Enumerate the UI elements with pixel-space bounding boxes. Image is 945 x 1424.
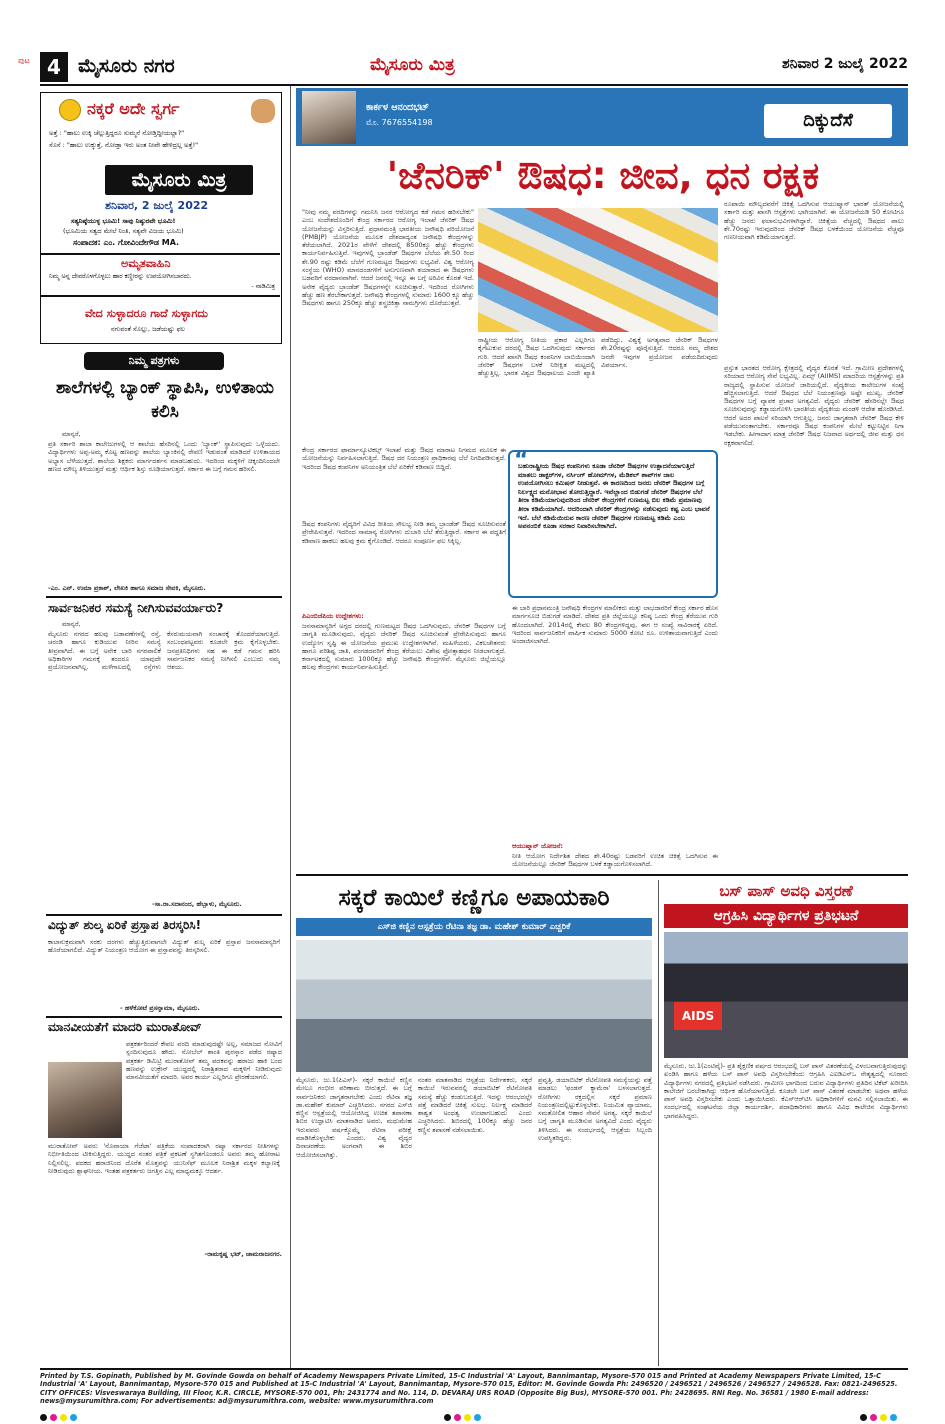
section-name: ಮೈಸೂರು ನಗರ (78, 55, 175, 77)
page-label: ಪುಟ (18, 56, 30, 65)
article-body-7: ಪ್ರಸ್ತುತ ಭಾರತದ ಆರೋಗ್ಯ ಕ್ಷೇತ್ರದಲ್ಲಿ ವೈದ್ಯರ ಕೊರತೆ ಇದೆ. ಗ್ರಾಮೀಣ ಪ್ರದೇಶಗಳಲ್ಲಿ ಸರಿಯಾದ ಆರೋಗ್ಯ ಸೇವೆ ಲಭ್ಯವಿಲ್ಲ. ಏಮ್ಸ್ (AIIMS) ಮಾದರಿಯ ಆಸ್ಪತ್ರೆಗಳನ್ನು ಪ್ರತಿ ರಾಜ್ಯದಲ್ಲಿ ಸ್ಥಾಪಿಸುವ ಯೋಜನೆ ಜಾರಿಯಲ್ಲಿದೆ. ವೈದ್ಯಕೀಯ ಕಾಲೇಜುಗಳ ಸಂಖ್ಯೆ ಹೆಚ್ಚಿಸಲಾಗುತ್ತಿದೆ. ಆದರೆ ಔಷಧದ ಬೆಲೆ ನಿಯಂತ್ರಣವೂ ಅಷ್ಟೇ ಮುಖ್ಯ. ಜೆನರಿಕ್ ಔಷಧಗಳ ಬಗ್ಗೆ ವ್ಯಾಪಕ ಪ್ರಚಾರ ಅಗತ್ಯವಿದೆ. ವೈದ್ಯರು ಜೆನರಿಕ್ ಹೆಸರಿನಲ್ಲೇ ಔಷಧ ಸೂಚಿಸುವುದನ್ನು ಕಡ್ಡಾಯಗೊಳಿಸಿ ಭಾರತೀಯ ವೈದ್ಯಕೀಯ ಮಂಡಳಿ ಆದೇಶ ಹೊರಡಿಸಿದೆ. ಆದರೆ ಅದರ ಪಾಲನೆ ಸರಿಯಾಗಿ ಆಗುತ್ತಿಲ್ಲ. ಜನರು ಜಾಗೃತರಾಗಿ ಜೆನರಿಕ್ ಔಷಧ ಕೇಳಿ ಪಡೆಯುವಂತಾಗಬೇಕು. ಸರ್ಕಾರವೂ ಔಷಧ ಕಂಪನಿಗಳ ಮೇಲೆ ಕಟ್ಟುನಿಟ್ಟಿನ ನಿಗಾ ಇಡಬೇಕು. ಹೀಗಾದಾಗ ಮಾತ್ರ ಜೆನರಿಕ್ ಔಷಧ ನಿಜವಾದ ಅರ್ಥದಲ್ಲಿ ಜೀವ ಮತ್ತು ಧನ ರಕ್ಷಕವಾಗಲಿದೆ. (724, 364, 904, 447)
reg-dot (860, 1414, 867, 1421)
reg-dot (444, 1414, 451, 1421)
letter-2-salute: ಮಾನ್ಯರೆ, (62, 620, 81, 628)
cartoon-icon (251, 99, 275, 123)
amrita-text: ನಿಮ್ಮ ಅನ್ನ ದೇವರೊಳಗೊಳ್ಳಲು ಹಾರ ಕಣ್ಣೀರನ್ನು ಉಪಯೋಗಿಸಬಾರದು. (49, 273, 192, 280)
letter-1-title: ಶಾಲೆಗಳಲ್ಲಿ ಬ್ಯಾಂಕ್ ಸ್ಥಾಪಿಸಿ, ಉಳಿತಾಯ ಕಲಿಸಿ (55, 378, 275, 422)
page-number: 4 (40, 52, 68, 82)
health-col-3: ಪ್ರವೃತ್ತಿ. ಡಯಾಬಿಟಿಕ್ ರೆಟಿನೋಪತಿ ಸಮಸ್ಯೆಯನ್ನು ಪತ್ತೆ ಮಾಡಲು 'ಫಂಡಸ್ ಕ್ಯಾಮೆರಾ' ಬಳಸಲಾಗುತ್ತದೆ. ರೋಗಿಗಳು ರಕ್ತದಲ್ಲಿನ ಸಕ್ಕರೆ ಪ್ರಮಾಣ ನಿಯಂತ್ರಣದಲ್ಲಿಟ್ಟುಕೊಳ್ಳಬೇಕು. ನಿಯಮಿತ ವ್ಯಾಯಾಮ, ಸಮತೋಲಿತ ಆಹಾರ ಸೇವನೆ ಅಗತ್ಯ. ಸಕ್ಕರೆ ಕಾಯಿಲೆ ಬಗ್ಗೆ ಜಾಗೃತಿ ಮೂಡಿಸುವ ಅಗತ್ಯವಿದೆ ಎಂದು ವೈದ್ಯರು ತಿಳಿಸಿದರು. ಈ ಸಂದರ್ಭದಲ್ಲಿ ಆಸ್ಪತ್ರೆಯ ಸಿಬ್ಬಂದಿ ಉಪಸ್ಥಿತರಿದ್ದರು. (538, 1076, 652, 1143)
protest-headline-1: ಬಸ್ ಪಾಸ್ ಅವಧಿ ವಿಸ್ತರಣೆ (719, 882, 853, 900)
reg-dot (454, 1414, 461, 1421)
joke-line: ಅತ್ತೆ : "ಹಾಲು ಉಕ್ಕಿ ಚೆಲ್ಲುತ್ತಿದ್ದರೂ ಸುಮ್ಮನೆ ನೋಡ್ತಿದ್ದೀಯಲ್ಲಾ?" (49, 129, 185, 137)
subhead-ayushman: ಆಯುಷ್ಮಾನ್ ಯೋಜನೆ: (512, 842, 563, 850)
reg-dot (880, 1414, 887, 1421)
column-rule (290, 86, 291, 1370)
placard (674, 1002, 722, 1030)
registration-marks (860, 1406, 920, 1424)
letter-4-byline: -ರಾಮಕೃಷ್ಣ ಭಟ್, ಚಾಮರಾಜನಗರ. (204, 1250, 282, 1258)
amrita-title: ಅಮೃತವಾಹಿನಿ (121, 257, 171, 270)
quote-text: ಬಹುರಾಷ್ಟ್ರೀಯ ಔಷಧ ಕಂಪನಿಗಳು ಕೂಡಾ ಜೆನರಿಕ್ ಔಷಧಗಳ ಉತ್ಪಾದನೆಯಾಗುತ್ತಿದೆ ಮಾತಲು ಡಾಕ್ಟರ್‌ಗಳ, ನರ್ಸಿಂಗ್ ಹೋಮ್‌ಗಳ, ಮೆಡಿಕಲ್ ಶಾಪ್‌ಗಳ ಜಾಲ ಉಪಯೋಗಿಸಲು ಕಮಿಷನ್ ನೀಡುತ್ತವೆ. ಈ ಕಾರಣದಿಂದ ಜನರು ಜೆನರಿಕ್ ಔಷಧಗಳ ಬಗ್ಗೆ ನಿರ್ಲಕ್ಷ್ಯದ ಮನೋಭಾವ ತೋರುತ್ತಿದ್ದಾರೆ. ಇವೆಲ್ಲಾಂದ ಬಿಡುಗಡೆ ಜೆನರಿಕ್ ಔಷಧಗಳ ಬೆಲೆ ತೀರಾ ಕಡಿಮೆಯಾಗುವುದರಿಂದ ಜೆನರಿಕ್ ಕೇಂದ್ರಗಳಿಗೆ ಗುಣಮಟ್ಟ ಬಿಲ ಕಡಿಮೆ ಪ್ರಮಾಣವು ತೀರಾ ಕಡಿಮೆಯಾಗಿದೆ. ಆದರಿಂದಾಗಿ ಜೆನರಿಕ್ ಕೇಂದ್ರಗಳನ್ನು ನಡೆಸುವುದು ಕಷ್ಟ ಎಂಬ ಭಾವನೆ ಇದೆ. ಬೆಲೆ ಕಡಿಮೆಯಿರುವ ಕಾರಣ ಜೆನರಿಕ್ ಔಷಧಗಳ ಗುಣಮಟ್ಟ ಕಡಿಮೆ ಎಂಬ ಅಪನಂಬಿಕೆ ಕೂಡಾ ಸರಕಾರ ನಿವಾರಿಸಬೇಕಾಗಿದೆ. (518, 462, 710, 531)
imprint: Printed by T.S. Gopinath, Published by M. Govinde Gowda on behalf of Academy Newspapers Private Limited, 15-C Industrial 'A' Layout, Bannimantap, Mysore-570 015 and Printed at Academy Newspapers Private Limited, 15-C Industrial 'A' Layout, Bannimantap, Mysore-570 015 and Published at 15-C Industrial 'A' Layout, Bannimantap, Mysore-570 015, Editor: M. Govinde Gowda Ph: 2496520 / 2496521 / 2496526 / 2496527 / 2496528. Fax: 0821-2496525. CITY OFFICES: Visveswaraya Building, III Floor, K.R. CIRCLE, MYSORE-570 001, Ph: 2431774 and No. 114, D. DEVARAJ URS ROAD (Opposite Big Bus), MYSORE-570 001. Ph: 2428695. RNI Reg. No. 36581 / 1980 E-mail address: news@mysurumithra.com; For advertisements: ad@mysurumithra.com, website: www.mysurumithra.com (40, 1372, 898, 1406)
reg-dot (474, 1414, 481, 1421)
pills-photo (478, 208, 718, 332)
letter-4-body: ಪತ್ರಕರ್ತರಿಂದರೆ ಕೇವಲ ವರದಿ ಮಾಡುವುದಷ್ಟೇ ಅಲ್ಲ, ಸಮಾಜದ ನೋವಿಗೆ ಸ್ಪಂದಿಸುವುದೂ ಹೌದು. ನೋಬೆಲ್ ಶಾಂತಿ ಪುರಸ್ಕಾರ ಪಡೆದ ರಷ್ಯಾದ ಪತ್ರಕರ್ತ ಡಿಮಿಟ್ರಿ ಮುರಾತೋವ್ ತಮ್ಮ ಪದಕವನ್ನು ಹರಾಜು ಹಾಕಿ ಬಂದ ಹಣವನ್ನು ಉಕ್ರೇನ್ ಯುದ್ಧದಲ್ಲಿ ನಿರಾಶ್ರಿತರಾದ ಮಕ್ಕಳಿಗೆ ನೀಡಿರುವುದು ಮಾನವೀಯತೆಗೆ ಮಾದರಿ. ಅವರ ಕಾರ್ಯ ಎಲ್ಲರಿಗೂ ಪ್ರೇರಣೆಯಾಗಲಿ. (126, 1040, 282, 1082)
footer-rule (40, 1368, 908, 1370)
motto: ಸತ್ಯನಿಷ್ಠೆಯುಳ್ಳ ಭೂಮಿ! ಸಾವು ನಿಷ್ಠುರವೇ ಭೂಮಿ! (71, 217, 176, 225)
section-tag: ದಿಕ್ಕುದೆಸೆ (764, 104, 892, 138)
reg-dot (40, 1414, 47, 1421)
placard-text: AIDS (681, 1009, 715, 1023)
divider (46, 914, 282, 916)
divider (46, 1016, 282, 1018)
article-body-5: ನೀತಿ ಆಯೋಗ ನಿರ್ದೇಶಿತ ದೇಶದ ಶೇ.40ರಷ್ಟು ಬಡವರಿಗೆ ಉಚಿತ ಚಿಕಿತ್ಸೆ ಒದಗಿಸುವ ಈ ಯೋಜನೆಯಲ್ಲೂ ಜೆನರಿಕ್ ಔಷಧಗಳ ಬಳಕೆ ಕಡ್ಡಾಯಗೊಳಿಸಲಾಗಿದೆ. (512, 852, 718, 869)
letter-2-body: ಮೈಸೂರು ನಗರದ ಹಲವು ಬಡಾವಣೆಗಳಲ್ಲಿ ರಸ್ತೆ, ಚರಂಡಿ ಹಾಗೂ ಕುಡಿಯುವ ನೀರಿನ ಸಮಸ್ಯೆ ತೀವ್ರವಾಗಿದೆ. ಈ ಬಗ್ಗೆ ಅನೇಕ ಬಾರಿ ನಗರಪಾಲಿಕೆ ಅಧಿಕಾರಿಗಳ ಗಮನಕ್ಕೆ ತಂದರೂ ಯಾವುದೇ ಪ್ರಯೋಜನವಾಗಿಲ್ಲ. ಮಳೆಗಾಲದಲ್ಲಿ ರಸ್ತೆಗಳು ಕೆಸರುಮಯವಾಗಿ ಸಂಚಾರಕ್ಕೆ ತೊಂದರೆಯಾಗುತ್ತಿದೆ. ಸಂಬಂಧಪಟ್ಟವರು ಕೂಡಲೇ ಕ್ರಮ ಕೈಗೊಳ್ಳಬೇಕು. ಜನಪ್ರತಿನಿಧಿಗಳು ಸಹ ಈ ಕಡೆ ಗಮನ ಹರಿಸಿ ಸಾರ್ವಜನಿಕರ ಸಮಸ್ಯೆ ನೀಗಿಸಲಿ ಎಂಬುದು ನಮ್ಮ ಆಶಯ. (48, 630, 280, 672)
letter-1-byline: -ಎಂ. ಎನ್. ಉಮಾ ಪ್ರಕಾಶ್, ಲೇಖಕಿ ಹಾಗೂ ಸಮಾಜ ಸೇವಕಿ, ಮೈಸೂರು. (48, 584, 206, 592)
letter-2-title: ಸಾರ್ವಜನಿಕರ ಸಮಸ್ಯೆ ನೀಗಿಸುವವರ್ಯಾರು? (48, 600, 224, 615)
health-col-1: ಮೈಸೂರು, ಜು.1(ಪಿಎಸ್)- ಸಕ್ಕರೆ ಕಾಯಿಲೆ ಕಣ್ಣಿನ ಮೇಲೂ ಗಂಭೀರ ಪರಿಣಾಮ ಬೀರುತ್ತದೆ. ಈ ಬಗ್ಗೆ ಸಾರ್ವಜನಿಕರು ಜಾಗೃತರಾಗಬೇಕು ಎಂದು ರೆಟಿನಾ ತಜ್ಞ ಡಾ.ಮಹೇಶ್ ಕುಮಾರ್ ಎಚ್ಚರಿಸಿದರು. ನಗರದ ಎಸ್‌ಜಿ ಕಣ್ಣಿನ ಆಸ್ಪತ್ರೆಯಲ್ಲಿ ಆಯೋಜಿಸಿದ್ದ ಉಚಿತ ತಪಾಸಣಾ ಶಿಬಿರ ಉದ್ಘಾಟಿಸಿ ಮಾತನಾಡಿದ ಅವರು, ಮಧುಮೇಹ ಇರುವವರು ವರ್ಷಕ್ಕೊಮ್ಮೆ ರೆಟಿನಾ ಪರೀಕ್ಷೆ ಮಾಡಿಸಿಕೊಳ್ಳಬೇಕು ಎಂದರು. ವಿಶ್ವ ವೈದ್ಯರ ದಿನಾಚರಣೆಯ ಅಂಗವಾಗಿ ಈ ಶಿಬಿರ ಆಯೋಜಿಸಲಾಗಿತ್ತು. (296, 1076, 412, 1159)
veda-title: ವೇದ ಸುಳ್ಳಾದರೂ ಗಾದೆ ಸುಳ್ಳಾಗದು (85, 307, 208, 320)
column-rule (658, 880, 659, 1366)
letter-4-title: ಮಾನವೀಯತೆಗೆ ಮಾದರಿ ಮುರಾತೋವ್ (48, 1020, 202, 1034)
editor-line: ಸಂಪಾದಕ: ಎಂ. ಗೋವಿಂದೇಗೌಡ MA. (73, 238, 180, 247)
health-subhead: ಎಸ್‌ಜಿ ಕಣ್ಣಿನ ಆಸ್ಪತ್ರೆಯ ರೆಟಿನಾ ತಜ್ಞ ಡಾ. ಮಹೇಶ್ ಕುಮಾರ್ ಎಚ್ಚರಿಕೆ (296, 918, 652, 936)
article-body-3: ಜನಸಾಮಾನ್ಯರಿಗೆ ಅಗ್ಗದ ದರದಲ್ಲಿ ಗುಣಮಟ್ಟದ ಔಷಧ ಒದಗಿಸುವುದು, ಜೆನರಿಕ್ ಔಷಧಗಳ ಬಗ್ಗೆ ಜಾಗೃತಿ ಮೂಡಿಸುವುದು, ವೈದ್ಯರು ಜೆನರಿಕ್ ಔಷಧ ಸೂಚಿಸುವಂತೆ ಪ್ರೇರೇಪಿಸುವುದು ಹಾಗೂ ಉದ್ಯೋಗ ಸೃಷ್ಟಿ ಈ ಯೋಜನೆಯ ಪ್ರಮುಖ ಉದ್ದೇಶಗಳಾಗಿವೆ. ಮಹಿಳೆಯರು, ವಿಕಲಚೇತನರು ಹಾಗೂ ಪರಿಶಿಷ್ಟ ಜಾತಿ, ಪಂಗಡದವರಿಗೆ ಕೇಂದ್ರ ತೆರೆಯಲು ವಿಶೇಷ ಪ್ರೋತ್ಸಾಹಧನ ನೀಡಲಾಗುತ್ತದೆ. ಕರ್ನಾಟಕದಲ್ಲಿ ಸುಮಾರು 1000ಕ್ಕೂ ಹೆಚ್ಚು ಜನೌಷಧಿ ಕೇಂದ್ರಗಳಿವೆ. ಮೈಸೂರು ಜಿಲ್ಲೆಯಲ್ಲೂ ಹಲವು ಕೇಂದ್ರಗಳು ಕಾರ್ಯನಿರ್ವಹಿಸುತ್ತಿವೆ. (302, 622, 506, 672)
author-name: ಕಾರ್ಕಳ ಆನಂದಭಟ್ (366, 102, 429, 113)
amrita-byline: - ನಾಡಿಮಿತ್ರ (251, 283, 275, 290)
subhead-objectives: ಪಿಎಂಬಿಜೆಪಿಯ ಉದ್ದೇಶಗಳು: (302, 612, 364, 620)
protest-body: ಮೈಸೂರು, ಜು.1(ಎಂಟಿವೈ)- ಪ್ರತಿ ಶೈಕ್ಷಣಿಕ ವರ್ಷದ ಆರಂಭದಲ್ಲಿ ಬಸ್ ಪಾಸ್ ವಿತರಣೆಯಲ್ಲಿ ವಿಳಂಬವಾಗುತ್ತಿರುವುದನ್ನು ಖಂಡಿಸಿ ಹಾಗೂ ಹಳೆಯ ಬಸ್ ಪಾಸ್ ಅವಧಿ ವಿಸ್ತರಿಸಬೇಕೆಂದು ಆಗ್ರಹಿಸಿ ಎಐಡಿಎಸ್‌ಒ ನೇತೃತ್ವದಲ್ಲಿ ನೂರಾರು ವಿದ್ಯಾರ್ಥಿಗಳು ನಗರದಲ್ಲಿ ಪ್ರತಿಭಟನೆ ನಡೆಸಿದರು. ಗ್ರಾಮೀಣ ಭಾಗದಿಂದ ಬರುವ ವಿದ್ಯಾರ್ಥಿಗಳು ಪ್ರತಿದಿನ ಟಿಕೆಟ್ ಖರೀದಿಸಿ ಕಾಲೇಜಿಗೆ ಬರಬೇಕಾಗಿದ್ದು ಆರ್ಥಿಕ ಹೊರೆಯಾಗುತ್ತಿದೆ. ಕೂಡಲೇ ಬಸ್ ಪಾಸ್ ವಿತರಣೆ ಮಾಡಬೇಕು ಅಥವಾ ಹಳೆಯ ಪಾಸ್ ಅವಧಿ ವಿಸ್ತರಿಸಬೇಕು ಎಂದು ಒತ್ತಾಯಿಸಿದರು. ಕೆಎಸ್‌ಆರ್‌ಟಿಸಿ ಅಧಿಕಾರಿಗಳಿಗೆ ಮನವಿ ಸಲ್ಲಿಸಲಾಯಿತು. ಈ ಸಂದರ್ಭದಲ್ಲಿ ಸಂಘಟನೆಯ ಜಿಲ್ಲಾ ಕಾರ್ಯದರ್ಶಿ, ಪದಾಧಿಕಾರಿಗಳು ಹಾಗೂ ವಿವಿಧ ಕಾಲೇಜಿನ ವಿದ್ಯಾರ್ಥಿಗಳು ಭಾಗವಹಿಸಿದ್ದರು. (664, 1062, 908, 1120)
divider (46, 596, 282, 598)
article-body-1b: ಕೇಂದ್ರ ಸರ್ಕಾರದ ಫಾರ್ಮಾಸ್ಯೂಟಿಕಲ್ಸ್ ಇಲಾಖೆ ಮತ್ತು ಔಷಧ ಮಾರಾಟ ನಿಗಮದ ಮೂಲಕ ಈ ಯೋಜನೆಯನ್ನು ನಿರ್ವಹಿಸಲಾಗುತ್ತಿದೆ. ಔಷಧ ದರ ನಿಯಂತ್ರಣ ಪ್ರಾಧಿಕಾರವು ಬೆಲೆ ನಿಗದಿಪಡಿಸುತ್ತದೆ. ಇದರಿಂದ ಔಷಧ ಕಂಪನಿಗಳ ಅನಿಯಂತ್ರಿತ ಬೆಲೆ ಏರಿಕೆಗೆ ಕಡಿವಾಣ ಬಿದ್ದಿದೆ. (302, 446, 506, 471)
masthead-rule (40, 84, 908, 86)
issue-date: ಶನಿವಾರ 2 ಜುಲೈ 2022 (782, 56, 908, 72)
letter-3-body: ಕಾಲಾನುಕ್ರಮವಾಗಿ ಸರಕು ದರಗಳು ಹೆಚ್ಚುತ್ತಿರುವಾಗಲೇ ವಿದ್ಯುತ್ ಶುಲ್ಕ ಏರಿಕೆ ಪ್ರಸ್ತಾಪ ಜನಸಾಮಾನ್ಯರಿಗೆ ಹೊರೆಯಾಗಲಿದೆ. ವಿದ್ಯುತ್ ನಿಯಂತ್ರಣ ಆಯೋಗ ಈ ಪ್ರಸ್ತಾಪವನ್ನು ತಿರಸ್ಕರಿಸಲಿ. (48, 938, 280, 955)
registration-marks (444, 1406, 504, 1424)
letter-2-byline: -ಸಾ.ರಾ.ಸದಾನಂದ, ಹೆಬ್ಬಾಳು, ಮೈಸೂರು. (152, 900, 242, 908)
health-headline: ಸಕ್ಕರೆ ಕಾಯಿಲೆ ಕಣ್ಣಿಗೂ ಅಪಾಯಕಾರಿ (338, 885, 610, 911)
brand-date: ಶನಿವಾರ, 2 ಜುಲೈ 2022 (105, 199, 209, 212)
letter-3-title: ವಿದ್ಯುತ್ ಶುಲ್ಕ ಏರಿಕೆ ಪ್ರಸ್ತಾಪ ತಿರಸ್ಕರಿಸಿ! (48, 918, 202, 932)
reg-dot (50, 1414, 57, 1421)
article-body-2: ರಾಷ್ಟ್ರೀಯ ಆರೋಗ್ಯ ನೀತಿಯ ಪ್ರಕಾರ ಎಲ್ಲರಿಗೂ ಕೈಗೆಟುಕುವ ದರದಲ್ಲಿ ಔಷಧ ಒದಗಿಸುವುದು ಸರ್ಕಾರದ ಗುರಿ. ಆದರೆ ಖಾಸಗಿ ಔಷಧ ಕಂಪನಿಗಳ ಲಾಬಿಯಿಂದಾಗಿ ಜೆನರಿಕ್ ಔಷಧಗಳ ಬಳಕೆ ನಿರೀಕ್ಷಿತ ಮಟ್ಟದಲ್ಲಿ ಹೆಚ್ಚುತ್ತಿಲ್ಲ. ಭಾರತ ವಿಶ್ವದ ಔಷಧಾಲಯ ಎಂದೇ ಖ್ಯಾತಿ ಪಡೆದಿದ್ದು, ವಿಶ್ವಕ್ಕೆ ಅಗತ್ಯವಾದ ಜೆನರಿಕ್ ಔಷಧಗಳ ಶೇ.20ರಷ್ಟನ್ನು ಪೂರೈಸುತ್ತಿದೆ. ಆದರೂ ನಮ್ಮ ದೇಶದ ಜನರೇ ಇವುಗಳ ಪ್ರಯೋಜನ ಪಡೆಯದಿರುವುದು ವಿಪರ್ಯಾಸ. (478, 336, 718, 378)
joke-line: ಸೊಸೆ : "ಹಾಲು ಉಕ್ಕುತ್ತೆ, ನೋಡ್ತಾ ಇರು ಅಂತ ನೀವೇ ಹೇಳಿದ್ರಲ್ಲ ಅತ್ತೆ!" (49, 141, 199, 149)
motto-sub: (ಭೂಮಿಯ ಸತ್ವದ ಮೇಲೆ ನಿಂತಿ, ಸತ್ಯವೇ ವಿಜಯ ಭೂಮಿ) (63, 227, 184, 235)
quote-mark-icon: “ (514, 448, 529, 473)
letter-1-salute: ಮಾನ್ಯರೆ, (62, 430, 81, 438)
veda-text: ನಗುವಂತೆ ಸೊಲ್ಲು, ಜಡೆಯಷ್ಟು ಫಲ (111, 325, 185, 333)
letter-4-body-cont: ಮುರಾತೋವ್ ಅವರು 'ನೊವಾಯಾ ಗೆಜೆಟಾ' ಪತ್ರಿಕೆಯ ಸಂಪಾದಕರಾಗಿ ರಷ್ಯಾ ಸರ್ಕಾರದ ನೀತಿಗಳನ್ನು ನಿರ್ಭೀತಿಯಿಂದ ಟೀಕಿಸುತ್ತಿದ್ದರು. ಯುದ್ಧದ ನಂತರ ಪತ್ರಿಕೆ ಪ್ರಕಟಣೆ ಸ್ಥಗಿತಗೊಂಡರೂ ಅವರು ತಮ್ಮ ಹೋರಾಟ ನಿಲ್ಲಿಸಲಿಲ್ಲ. ಪದಕದ ಹರಾಜಿನಿಂದ ದೊರೆತ ಮೊತ್ತವನ್ನು ಯುನಿಸೆಫ್ ಮೂಲಕ ನಿರಾಶ್ರಿತ ಮಕ್ಕಳ ಕಲ್ಯಾಣಕ್ಕೆ ನೀಡಿರುವುದು ಶ್ಲಾಘನೀಯ. ಇಂತಹ ಪತ್ರಕರ್ತರು ಜಗತ್ತಿನ ಎಲ್ಲ ಮಾಧ್ಯಮಕ್ಕೂ ಆದರ್ಶ. (48, 1142, 280, 1175)
registration-marks (40, 1406, 160, 1424)
article-body-3-col: ಔಷಧ ಕಂಪನಿಗಳು ವೈದ್ಯರಿಗೆ ವಿವಿಧ ರೀತಿಯ ಸೌಲಭ್ಯ ನೀಡಿ ತಮ್ಮ ಬ್ರಾಂಡೆಡ್ ಔಷಧ ಸೂಚಿಸುವಂತೆ ಪ್ರೇರೇಪಿಸುತ್ತವೆ. ಇದರಿಂದ ಸಾಮಾನ್ಯ ರೋಗಿಗಳು ದುಬಾರಿ ಬೆಲೆ ತೆರುತ್ತಿದ್ದಾರೆ. ಸರ್ಕಾರ ಈ ಪದ್ಧತಿಗೆ ಕಡಿವಾಣ ಹಾಕಲು ಹಲವು ಕ್ರಮ ಕೈಗೊಂಡಿದೆ. ಆದರೂ ಸಂಪೂರ್ಣ ಫಲ ಸಿಕ್ಕಿಲ್ಲ. (302, 520, 506, 545)
muratov-photo (48, 1062, 122, 1138)
joke-box (40, 92, 282, 344)
paper-name: ಮೈಸೂರು ಮಿತ್ರ (370, 55, 455, 75)
letter-1-body: ಪ್ರತಿ ಸರ್ಕಾರಿ ಶಾಲಾ ಕಾಲೇಜುಗಳಲ್ಲಿ ಆ ಶಾಲೆಯ ಹೆಸರಿನಲ್ಲಿ ಒಂದು 'ಬ್ಯಾಂಕ್' ಸ್ಥಾಪಿಸುವುದು ಒಳ್ಳೆಯದು. ವಿದ್ಯಾರ್ಥಿಗಳು ಅಪ್ಪ-ಅಮ್ಮ ಕೊಟ್ಟ ಹಣವನ್ನು ಶಾಲೆಯ ಬ್ಯಾಂಕಿನಲ್ಲಿ ಠೇವಣಿ ಇಡುವಂತೆ ಮಾಡಿದರೆ ಉಳಿತಾಯದ ಅಭ್ಯಾಸ ಬೆಳೆಯುತ್ತದೆ. ಶಾಲೆಯ ಶಿಕ್ಷಕರು ಮಾರ್ಗದರ್ಶನ ಮಾಡಬಹುದು. ಇದರಿಂದ ಮಕ್ಕಳಿಗೆ ಚಿಕ್ಕಂದಿನಿಂದಲೇ ಹಣದ ಮೌಲ್ಯ ತಿಳಿಯುತ್ತದೆ ಮತ್ತು ಆರ್ಥಿಕ ಶಿಸ್ತು ರೂಢಿಯಾಗುತ್ತದೆ. ಸರ್ಕಾರ ಈ ಬಗ್ಗೆ ಗಮನ ಹರಿಸಲಿ. (48, 440, 280, 473)
laugh-icon (59, 99, 81, 121)
protest-photo (664, 932, 908, 1058)
article-body-1: "ನೀವು ನಮ್ಮ ವರದಿಗಳನ್ನು ಗಮನಿಸಿ ಜನರ ಆರೋಗ್ಯದ ಕಡೆ ಗಮನ ಹರಿಸಬೇಕು" ಎಂಬ ಸಂದೇಶದೊಂದಿಗೆ ಕೇಂದ್ರ ಸರ್ಕಾರದ ಆರೋಗ್ಯ ಇಲಾಖೆ ಜೆನರಿಕ್ ಔಷಧ ಯೋಜನೆಯನ್ನು ವಿಸ್ತರಿಸುತ್ತಿದೆ. ಪ್ರಧಾನಮಂತ್ರಿ ಭಾರತೀಯ ಜನೌಷಧಿ ಪರಿಯೋಜನೆ (PMBJP) ಯೋಜನೆಯ ಮೂಲಕ ದೇಶದಾದ್ಯಂತ ಜನೌಷಧಿ ಕೇಂದ್ರಗಳನ್ನು ತೆರೆಯಲಾಗಿದೆ. 2021ರ ವೇಳೆಗೆ ದೇಶದಲ್ಲಿ 8500ಕ್ಕೂ ಹೆಚ್ಚು ಕೇಂದ್ರಗಳು ಕಾರ್ಯನಿರ್ವಹಿಸುತ್ತಿವೆ. ಇವುಗಳಲ್ಲಿ ಬ್ರಾಂಡೆಡ್ ಔಷಧಗಳ ಬೆಲೆಯ ಶೇ.50 ರಿಂದ ಶೇ.90 ರಷ್ಟು ಕಡಿಮೆ ಬೆಲೆಗೆ ಗುಣಮಟ್ಟದ ಔಷಧಗಳು ಲಭ್ಯವಿವೆ. ವಿಶ್ವ ಆರೋಗ್ಯ ಸಂಸ್ಥೆಯ (WHO) ಮಾನದಂಡಗಳಿಗೆ ಅನುಗುಣವಾಗಿ ತಯಾರಾದ ಈ ಔಷಧಗಳು ಬಡವರಿಗೆ ವರದಾನವಾಗಿವೆ. ಆದರೆ ಜನರಲ್ಲಿ ಇನ್ನೂ ಈ ಬಗ್ಗೆ ಅರಿವಿನ ಕೊರತೆ ಇದೆ. ಅನೇಕ ವೈದ್ಯರು ಬ್ರಾಂಡೆಡ್ ಔಷಧಗಳನ್ನೇ ಸೂಚಿಸುತ್ತಾರೆ. ಇದರಿಂದ ರೋಗಿಗಳು ಹೆಚ್ಚು ಹಣ ತೆರಬೇಕಾಗುತ್ತದೆ. ಜನೌಷಧಿ ಕೇಂದ್ರಗಳಲ್ಲಿ ಸುಮಾರು 1600 ಕ್ಕೂ ಹೆಚ್ಚು ಔಷಧಗಳು ಹಾಗೂ 250ಕ್ಕೂ ಹೆಚ್ಚು ಶಸ್ತ್ರಚಿಕಿತ್ಸಾ ಸಾಮಗ್ರಿಗಳು ದೊರೆಯುತ್ತವೆ. (302, 208, 474, 308)
divider (41, 295, 280, 297)
reg-dot (70, 1414, 77, 1421)
author-phone: ಮೊ. 7676554198 (366, 118, 433, 127)
author-photo (302, 91, 356, 144)
health-col-2: ನಂತರ ಮಾತನಾಡಿದ ಆಸ್ಪತ್ರೆಯ ನಿರ್ದೇಶಕರು, ಸಕ್ಕರೆ ಕಾಯಿಲೆ ಇರುವವರಲ್ಲಿ ಡಯಾಬಿಟಿಕ್ ರೆಟಿನೋಪತಿ ಸಮಸ್ಯೆ ಹೆಚ್ಚು ಕಂಡುಬರುತ್ತಿದೆ. ಇದನ್ನು ಆರಂಭದಲ್ಲೇ ಪತ್ತೆ ಮಾಡಿದರೆ ಚಿಕಿತ್ಸೆ ಸುಲಭ. ನಿರ್ಲಕ್ಷ್ಯ ಮಾಡಿದರೆ ಶಾಶ್ವತ ಅಂಧತ್ವ ಉಂಟಾಗಬಹುದು ಎಂದು ಎಚ್ಚರಿಸಿದರು. ಶಿಬಿರದಲ್ಲಿ 100ಕ್ಕೂ ಹೆಚ್ಚು ಜನರ ಕಣ್ಣಿನ ತಪಾಸಣೆ ನಡೆಸಲಾಯಿತು. (418, 1076, 532, 1134)
article-body-4: ಈ ಬಾರಿ ಪ್ರಧಾನಮಂತ್ರಿ ಜನೌಷಧಿ ಕೇಂದ್ರಗಳ ಮಾಲೀಕರು ಮತ್ತು ಲಾಭದಾರರಿಗೆ ಕೇಂದ್ರ ಸರ್ಕಾರ ಹೊಸ ಮಾರ್ಗಸೂಚಿ ಬಿಡುಗಡೆ ಮಾಡಿದೆ. ದೇಶದ ಪ್ರತಿ ಜಿಲ್ಲೆಯಲ್ಲೂ ಕನಿಷ್ಠ ಒಂದು ಕೇಂದ್ರ ತೆರೆಯುವ ಗುರಿ ಹೊಂದಲಾಗಿದೆ. 2014ರಲ್ಲಿ ಕೇವಲ 80 ಕೇಂದ್ರಗಳಿದ್ದವು, ಈಗ ಆ ಸಂಖ್ಯೆ ಸಾವಿರಾರಕ್ಕೆ ಏರಿದೆ. ಇದರಿಂದ ಸಾರ್ವಜನಿಕರಿಗೆ ವಾರ್ಷಿಕ ಸುಮಾರು 5000 ಕೋಟಿ ರೂ. ಉಳಿತಾಯವಾಗುತ್ತಿದೆ ಎಂದು ಅಂದಾಜಿಸಲಾಗಿದೆ. (512, 604, 718, 646)
protest-headline-2: ಆಗ್ರಹಿಸಿ ವಿದ್ಯಾರ್ಥಿಗಳ ಪ್ರತಿಭಟನೆ (664, 904, 908, 928)
reg-dot (464, 1414, 471, 1421)
reg-dot (890, 1414, 897, 1421)
headline: 'ಜೆನರಿಕ್' ಔಷಧ: ಜೀವ, ಧನ ರಕ್ಷಕ (386, 154, 820, 197)
letter-3-byline: - ಹಳೆಕೋಟೆ ಪ್ರಸನ್ನಾಮಾ, ಮೈಸೂರು. (120, 1004, 200, 1012)
joke-title: ನಕ್ಕರೆ ಅದೇ ಸ್ವರ್ಗ (87, 99, 180, 118)
article-body-6: ರೂಪಾಯಿ ಮೌಲ್ಯದವರೆಗೆ ಚಿಕಿತ್ಸೆ ಒದಗಿಸುವ ಆಯುಷ್ಮಾನ್ ಭಾರತ್ ಯೋಜನೆಯಲ್ಲಿ ಸರ್ಕಾರಿ ಮತ್ತು ಖಾಸಗಿ ಆಸ್ಪತ್ರೆಗಳು ಭಾಗಿಯಾಗಿವೆ. ಈ ಯೋಜನೆಯಡಿ 50 ಕೋಟಿಗೂ ಹೆಚ್ಚು ಜನರು ಫಲಾನುಭವಿಗಳಾಗಿದ್ದಾರೆ. ಚಿಕಿತ್ಸೆಯ ವೆಚ್ಚದಲ್ಲಿ ಔಷಧದ ಪಾಲು ಶೇ.70ರಷ್ಟು ಇರುವುದರಿಂದ ಜೆನರಿಕ್ ಔಷಧ ಬಳಕೆಯಿಂದ ಯೋಜನೆಯ ವೆಚ್ಚವೂ ಗಣನೀಯವಾಗಿ ಕಡಿಮೆಯಾಗುತ್ತದೆ. (724, 200, 904, 242)
health-photo (296, 940, 652, 1072)
section-rule (296, 874, 908, 876)
masthead (18, 52, 908, 82)
reg-dot (870, 1414, 877, 1421)
brand-banner: ಮೈಸೂರು ಮಿತ್ರ (105, 165, 253, 195)
letters-tag: ನಿಮ್ಮ ಪತ್ರಗಳು (84, 352, 224, 370)
divider (41, 253, 280, 255)
reg-dot (60, 1414, 67, 1421)
quote-box (508, 450, 718, 598)
